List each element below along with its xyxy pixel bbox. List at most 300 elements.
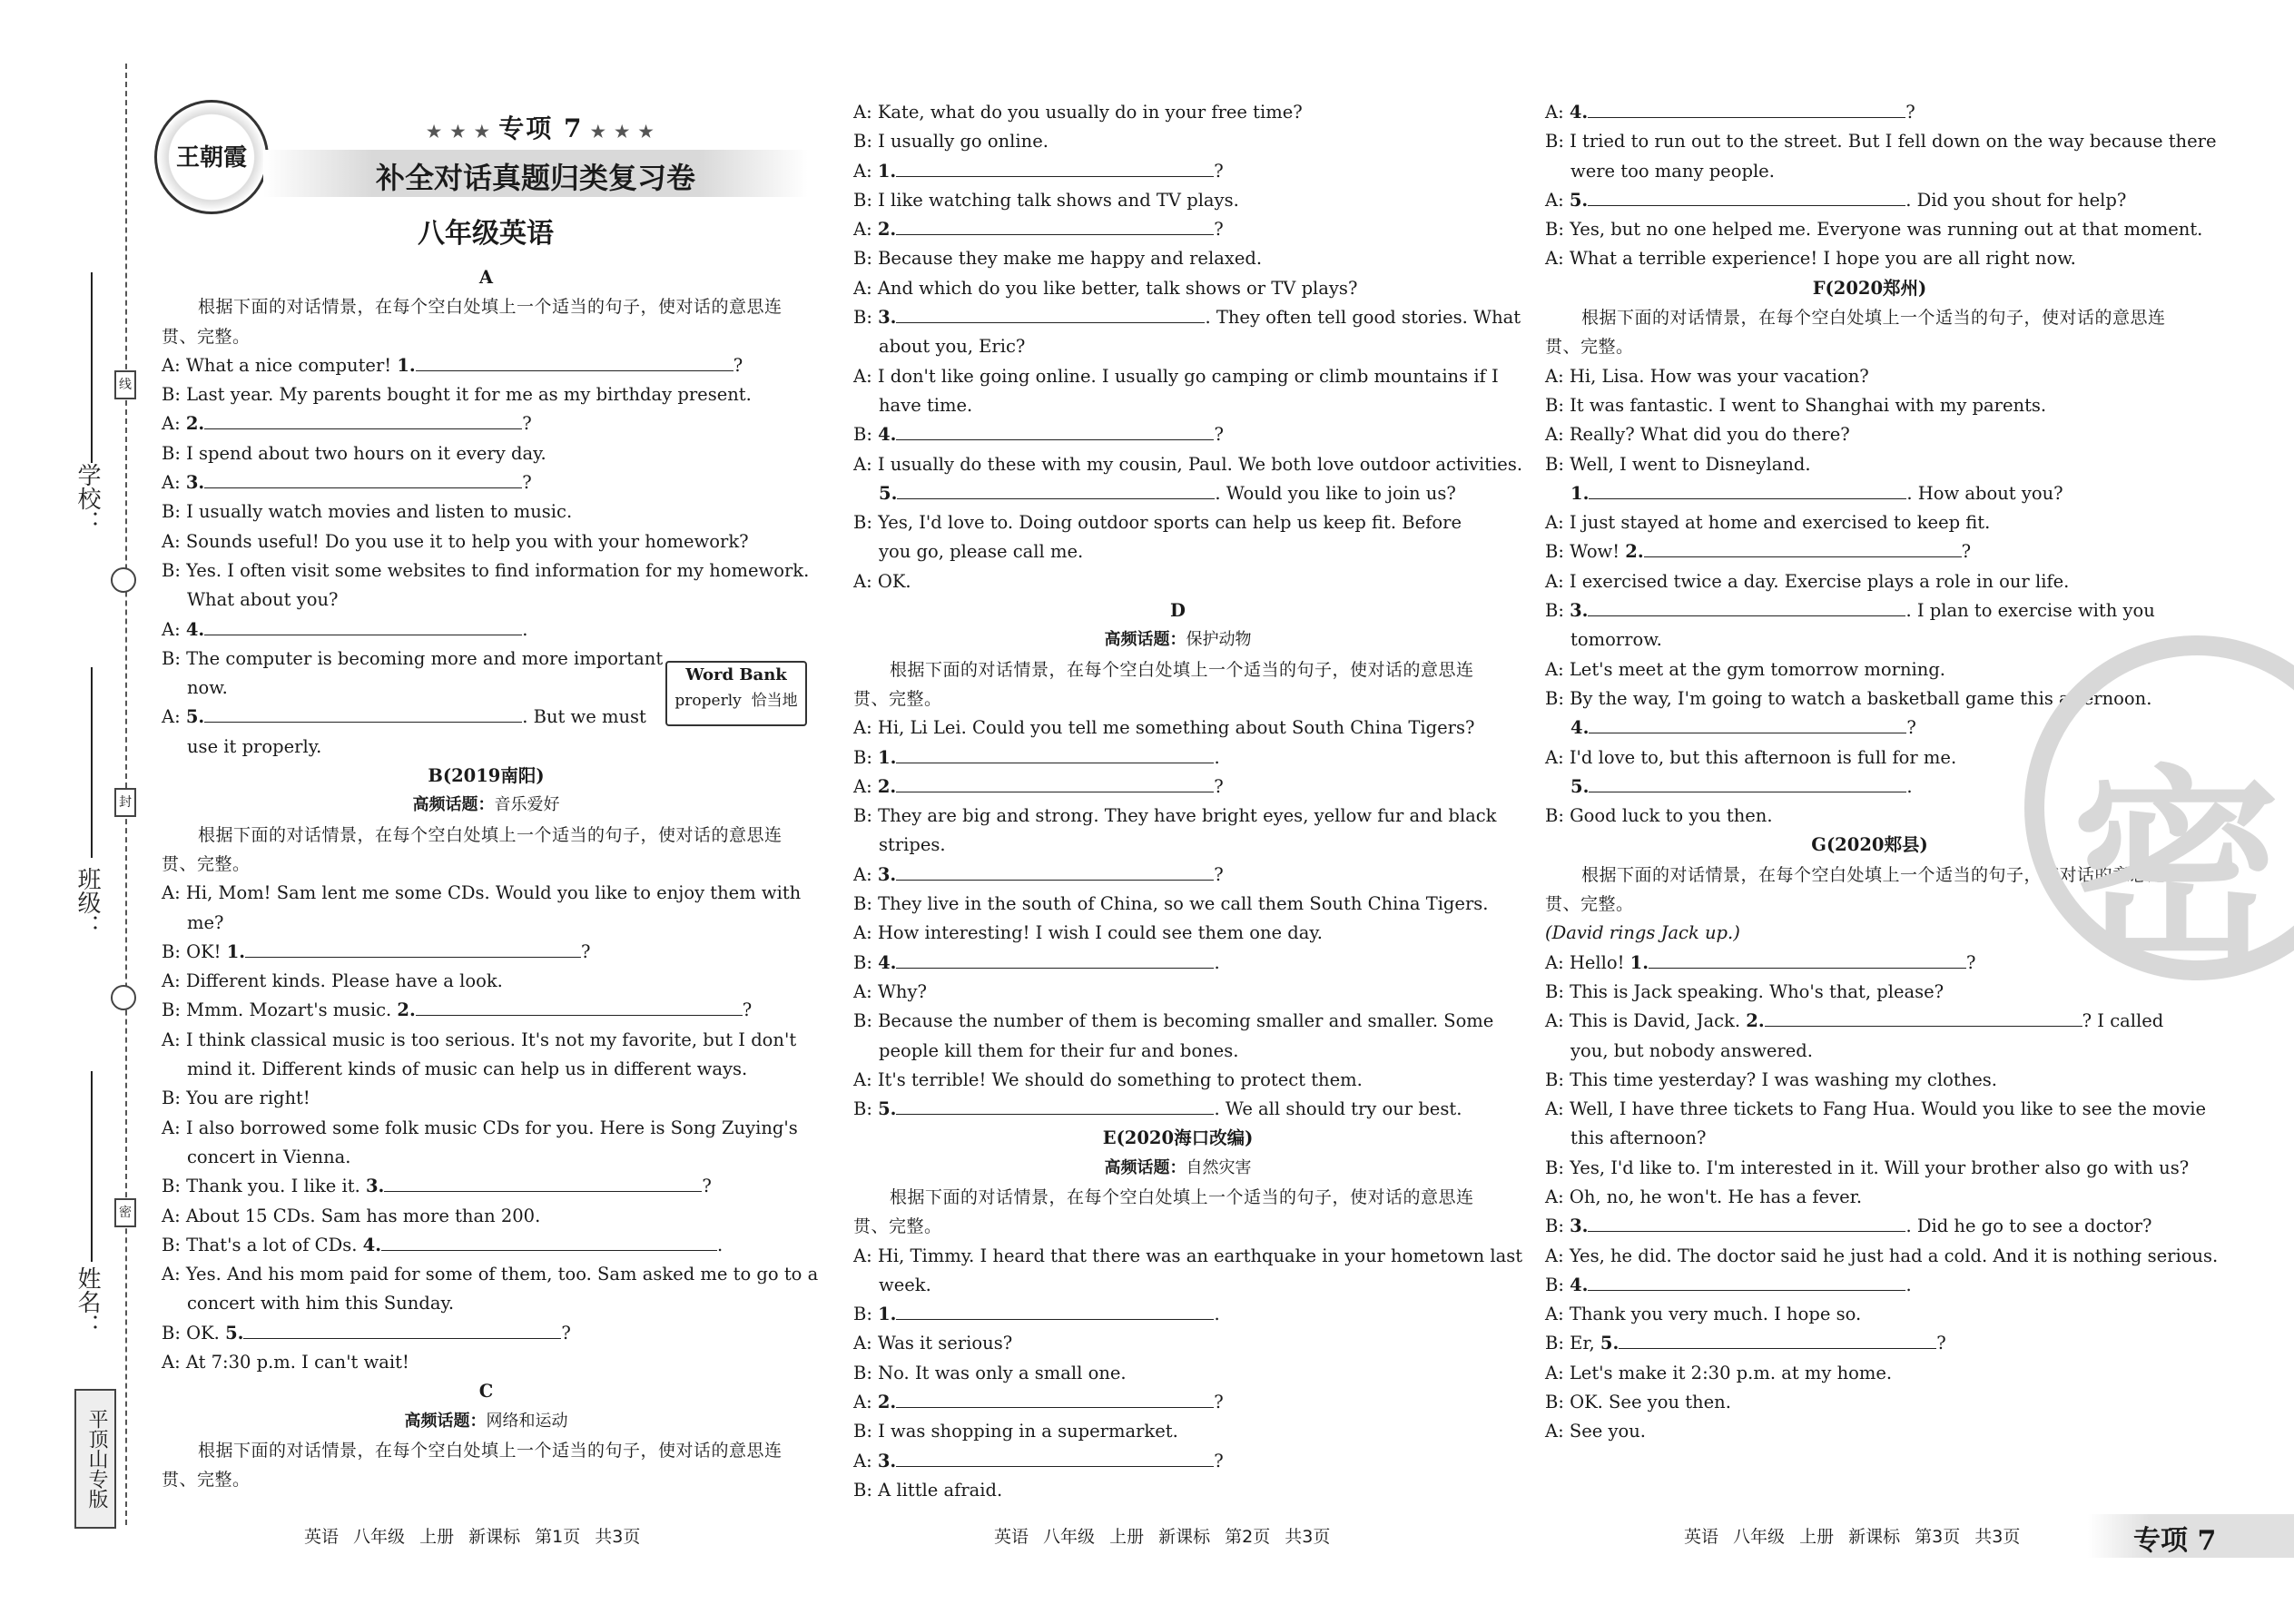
topic-label: 高频话题： bbox=[404, 1411, 487, 1431]
dialogue-text: week. bbox=[879, 1274, 931, 1295]
dialogue-line bbox=[162, 1084, 811, 1113]
dialogue-text: . Did he go to see a doctor? bbox=[1905, 1216, 2152, 1237]
dialogue-text: ? bbox=[742, 999, 753, 1021]
section-heading: G(2020郏县) bbox=[1811, 834, 1928, 856]
answer-blank bbox=[204, 704, 522, 723]
dialogue-line bbox=[162, 497, 811, 527]
dialogue-text: people kill them for their fur and bones. bbox=[879, 1039, 1239, 1061]
column-1 bbox=[162, 263, 819, 1494]
dialogue-line bbox=[1545, 1271, 2194, 1300]
answer-blank bbox=[384, 1173, 702, 1192]
dialogue-text: ? bbox=[522, 413, 532, 435]
blank-number: 3. bbox=[185, 472, 205, 494]
dialogue-text: . bbox=[522, 618, 528, 640]
grade-subject: 八年级英语 bbox=[418, 218, 554, 250]
blank-number: 5. bbox=[1569, 189, 1589, 211]
dialogue-line bbox=[162, 1172, 811, 1201]
dialogue-text: B: bbox=[853, 951, 879, 973]
dialogue-text: B: It was fantastic. I went to Shanghai with my parents. bbox=[1545, 394, 2047, 416]
dialogue-text: B: The computer is becoming more and more important bbox=[162, 647, 664, 669]
dialogue-text: B: bbox=[853, 746, 879, 768]
dialogue-text: you go, please call me. bbox=[879, 541, 1084, 563]
blank-number: 4. bbox=[1570, 1274, 1589, 1295]
dialogue-text: B: Yes, I'd like to. I'm interested in it. Will your brother also go with us? bbox=[1545, 1156, 2190, 1178]
school-label: 学校： bbox=[74, 463, 101, 534]
answer-blank bbox=[381, 1232, 717, 1251]
section-heading: E(2020海口改编) bbox=[1102, 1127, 1254, 1149]
dialogue-text: B: bbox=[1545, 1216, 1570, 1237]
dialogue-text: B: Because the number of them is becoming smaller and smaller. Some bbox=[853, 1010, 1494, 1032]
blank-number: 3. bbox=[877, 1450, 897, 1471]
dialogue-text: B: OK! bbox=[162, 940, 227, 962]
dialogue-text: ? bbox=[1966, 951, 1976, 973]
dialogue-text: A: I usually do these with my cousin, Paul. We both love outdoor activities. bbox=[853, 453, 1523, 475]
edition-label: 平顶山专版 bbox=[74, 1389, 116, 1529]
section-heading: C bbox=[478, 1381, 494, 1403]
instructions: 根据下面的对话情景，在每个空白处填上一个适当的句子，使对话的意思连贯、完整。 bbox=[162, 1440, 783, 1491]
blank-number: 4. bbox=[185, 618, 205, 640]
dialogue-line bbox=[853, 773, 1502, 802]
dialogue-text: about you, Eric? bbox=[879, 336, 1026, 358]
dialogue-text: B: I usually go online. bbox=[853, 131, 1049, 153]
instructions: 根据下面的对话情景，在每个空白处填上一个适当的句子，使对话的意思连贯、完整。 bbox=[853, 1186, 1474, 1237]
dialogue-text: . bbox=[717, 1234, 724, 1255]
dialogue-line bbox=[853, 978, 1502, 1007]
dialogue-text: A: Oh, no, he won't. He has a fever. bbox=[1545, 1186, 1863, 1207]
dialogue-line bbox=[853, 157, 1502, 186]
name-label: 姓名： bbox=[74, 1266, 101, 1337]
answer-blank bbox=[243, 1320, 561, 1339]
dialogue-text: A: bbox=[853, 160, 878, 182]
blank-number: 1. bbox=[878, 746, 897, 768]
dialogue-line bbox=[853, 949, 1502, 978]
dialogue-continuation bbox=[1545, 1124, 2194, 1153]
dialogue-text: A: About 15 CDs. Sam has more than 200. bbox=[162, 1205, 541, 1226]
dialogue-line bbox=[1545, 244, 2194, 273]
binding-margin bbox=[0, 0, 136, 1624]
topic-label: 高频话题： bbox=[412, 795, 495, 815]
dialogue-text: ? bbox=[1214, 863, 1224, 885]
dialogue-text: What about you? bbox=[187, 589, 339, 611]
dialogue-text: B: OK. bbox=[162, 1322, 226, 1343]
cut-mark-seal: 封 bbox=[114, 788, 136, 817]
dialogue-line bbox=[162, 527, 811, 556]
name-line bbox=[91, 1071, 93, 1262]
dialogue-text: B: OK. See you then. bbox=[1545, 1392, 1731, 1413]
dialogue-line bbox=[853, 567, 1502, 596]
footer-page-3: 英语 八年级 上册 新课标 第3页 共3页 bbox=[1684, 1527, 2021, 1547]
dialogue-line bbox=[853, 215, 1502, 244]
dialogue-text: A: bbox=[853, 1450, 878, 1471]
dialogue-line bbox=[162, 556, 811, 586]
blank-number: 1. bbox=[397, 354, 416, 376]
section-heading: A bbox=[478, 267, 494, 288]
dialogue-text: B: Er, bbox=[1545, 1333, 1600, 1354]
dialogue-line bbox=[1545, 1183, 2194, 1212]
corner-label: 专项 7 bbox=[2133, 1525, 2217, 1557]
dialogue-line bbox=[1545, 567, 2194, 596]
dialogue-text: B: A little afraid. bbox=[853, 1479, 1003, 1501]
dialogue-line bbox=[162, 1260, 819, 1289]
blank-number: 5. bbox=[879, 482, 898, 504]
logo-text: 王朝霞 bbox=[175, 144, 247, 172]
dialogue-text: A: OK. bbox=[853, 570, 911, 592]
dialogue-text: A: What a nice computer! bbox=[162, 354, 398, 376]
blank-number: 4. bbox=[362, 1234, 382, 1255]
blank-number: 4. bbox=[1570, 717, 1590, 739]
dialogue-line bbox=[1545, 362, 2194, 391]
series-text: 专项 7 bbox=[498, 113, 584, 143]
cut-circle bbox=[111, 567, 136, 593]
dialogue-text: ? bbox=[702, 1176, 712, 1197]
dialogue-text: B: I usually watch movies and listen to music. bbox=[162, 501, 573, 523]
dialogue-line bbox=[853, 1242, 1523, 1271]
dialogue-continuation bbox=[1545, 1037, 2194, 1066]
dialogue-text: A: I think classical music is too serious. It's not my favorite, but I don't bbox=[162, 1029, 797, 1050]
dialogue-text: A: bbox=[162, 706, 186, 728]
dialogue-text: A: Thank you very much. I hope so. bbox=[1545, 1304, 1862, 1325]
dialogue-text: B: bbox=[853, 1304, 879, 1325]
answer-blank bbox=[204, 469, 522, 488]
class-label: 班级： bbox=[74, 867, 101, 938]
blank-number: 2. bbox=[877, 775, 897, 797]
dialogue-continuation bbox=[853, 391, 1502, 420]
dialogue-text: A: Let's meet at the gym tomorrow morning. bbox=[1545, 658, 1945, 680]
answer-blank bbox=[1589, 714, 1906, 733]
dialogue-text: . I plan to exercise with you bbox=[1905, 600, 2155, 622]
dialogue-text: stripes. bbox=[879, 834, 946, 856]
blank-number: 4. bbox=[1569, 102, 1589, 123]
dialogue-text: B: Yes, but no one helped me. Everyone was running out at that moment. bbox=[1545, 219, 2203, 241]
dialogue-continuation bbox=[162, 909, 811, 938]
dialogue-line bbox=[853, 1007, 1502, 1036]
dialogue-text: A: I exercised twice a day. Exercise plays a role in our life. bbox=[1545, 570, 2070, 592]
topic-line bbox=[853, 625, 1502, 655]
dialogue-text: B: By the way, I'm going to watch a basketball game this afternoon. bbox=[1545, 687, 2152, 709]
dialogue-text: B: Last year. My parents bought it for me as my birthday present. bbox=[162, 384, 752, 406]
dialogue-text: A: bbox=[853, 219, 878, 241]
dialogue-text: ? bbox=[1214, 1392, 1224, 1413]
dialogue-line bbox=[162, 1114, 811, 1143]
dialogue-text: A: I don't like going online. I usually go camping or climb mountains if I bbox=[853, 365, 1499, 387]
footer-page-2: 英语 八年级 上册 新课标 第2页 共3页 bbox=[994, 1527, 1331, 1547]
dialogue-text: now. bbox=[187, 677, 228, 699]
answer-blank bbox=[204, 616, 522, 635]
answer-blank bbox=[1589, 773, 1906, 792]
dialogue-text: ? bbox=[522, 472, 532, 494]
blank-number: 3. bbox=[365, 1176, 385, 1197]
dialogue-text: B: Yes, I'd love to. Doing outdoor sports can help us keep fit. Before bbox=[853, 512, 1462, 534]
dialogue-line bbox=[1545, 537, 2194, 566]
section-heading: D bbox=[1170, 600, 1186, 622]
column-2 bbox=[853, 98, 1523, 1505]
answer-blank bbox=[897, 480, 1215, 499]
dialogue-text: . bbox=[1214, 1304, 1220, 1325]
dialogue-continuation bbox=[162, 733, 811, 762]
dialogue-text: A: It's terrible! We should do something to protect them. bbox=[853, 1068, 1363, 1090]
topic-line bbox=[853, 1154, 1502, 1183]
answer-blank bbox=[1588, 1272, 1905, 1291]
dialogue-text: this afternoon? bbox=[1570, 1127, 1707, 1149]
topic-value: 网络和运动 bbox=[486, 1411, 568, 1431]
dialogue-line bbox=[853, 274, 1502, 303]
dialogue-text: (David rings Jack up.) bbox=[1545, 922, 1740, 944]
dialogue-text: A: Really? What did you do there? bbox=[1545, 424, 1850, 446]
dialogue-text: A: Well, I have three tickets to Fang Hua. Would you like to see the movie bbox=[1545, 1098, 2207, 1120]
dialogue-line bbox=[1545, 127, 2217, 156]
dialogue-text: B: Because they make me happy and relaxed. bbox=[853, 248, 1263, 270]
blank-number: 2. bbox=[877, 219, 897, 241]
blank-number: 2. bbox=[185, 413, 205, 435]
cut-circle bbox=[111, 985, 136, 1010]
dialogue-text: ? bbox=[1214, 424, 1224, 446]
topic-value: 音乐爱好 bbox=[494, 795, 560, 815]
dialogue-continuation bbox=[1545, 157, 2194, 186]
answer-blank bbox=[1588, 99, 1905, 118]
topic-line bbox=[162, 791, 811, 820]
page-title: 补全对话真题归类复习卷 bbox=[375, 161, 695, 195]
blank-number: 5. bbox=[185, 706, 205, 728]
dialogue-text: B: bbox=[1545, 600, 1570, 622]
dialogue-continuation bbox=[162, 1055, 811, 1084]
answer-blank bbox=[245, 939, 581, 958]
dialogue-continuation bbox=[162, 1143, 811, 1172]
answer-blank bbox=[896, 950, 1214, 969]
dialogue-line bbox=[1545, 1242, 2219, 1271]
blank-number: 1. bbox=[1570, 482, 1590, 504]
blank-number: 4. bbox=[878, 951, 897, 973]
dialogue-text: B: You are right! bbox=[162, 1088, 310, 1109]
answer-blank bbox=[896, 158, 1214, 177]
dialogue-text: ? bbox=[1214, 775, 1224, 797]
dialogue-line bbox=[853, 861, 1502, 890]
dialogue-line bbox=[162, 996, 811, 1025]
dialogue-text: A: Why? bbox=[853, 980, 927, 1002]
cut-mark-line: 线 bbox=[114, 370, 136, 399]
dialogue-text: B: I like watching talk shows and TV plays. bbox=[853, 189, 1239, 211]
answer-blank bbox=[1644, 538, 1962, 557]
cut-mark-secret: 密 bbox=[114, 1198, 136, 1227]
section-heading: F(2020郑州) bbox=[1812, 277, 1927, 299]
dialogue-line bbox=[853, 743, 1502, 773]
dialogue-text: A: bbox=[162, 413, 186, 435]
answer-blank bbox=[896, 1301, 1214, 1320]
dialogue-line bbox=[1545, 1359, 2194, 1388]
dialogue-line bbox=[853, 186, 1502, 215]
dialogue-line bbox=[853, 1388, 1502, 1417]
dialogue-line bbox=[1545, 450, 2194, 479]
dialogue-line bbox=[1545, 1388, 2194, 1417]
dialogue-text: B: They are big and strong. They have bright eyes, yellow fur and black bbox=[853, 805, 1497, 827]
dialogue-text: A: Sounds useful! Do you use it to help you with your homework? bbox=[162, 530, 749, 552]
dialogue-continuation bbox=[853, 831, 1502, 860]
dialogue-text: ? bbox=[1961, 541, 1972, 563]
dialogue-text: B: No. It was only a small one. bbox=[853, 1362, 1127, 1383]
dialogue-text: A: Hi, Li Lei. Could you tell me something about South China Tigers? bbox=[853, 717, 1475, 739]
dialogue-text: ? bbox=[561, 1322, 571, 1343]
answer-blank bbox=[416, 997, 743, 1016]
dialogue-line bbox=[162, 439, 811, 468]
dialogue-line bbox=[853, 714, 1502, 743]
dialogue-line bbox=[162, 1026, 811, 1055]
answer-blank bbox=[896, 421, 1214, 440]
dialogue-text: A: Hi, Timmy. I heard that there was an earthquake in your hometown last bbox=[853, 1245, 1523, 1266]
dialogue-line bbox=[1545, 1066, 2194, 1095]
dialogue-text: B: bbox=[853, 1098, 879, 1120]
dialogue-line bbox=[162, 351, 811, 380]
dialogue-line bbox=[162, 938, 811, 967]
dialogue-line bbox=[1545, 1417, 2194, 1446]
blank-number: 5. bbox=[878, 1098, 897, 1120]
dialogue-line bbox=[853, 919, 1502, 948]
section-corner-tab bbox=[2088, 1514, 2294, 1558]
blank-number: 4. bbox=[878, 424, 897, 446]
answer-blank bbox=[1588, 1213, 1905, 1232]
instructions: 根据下面的对话情景，在每个空白处填上一个适当的句子，使对话的意思连贯、完整。 bbox=[1545, 864, 2166, 915]
dialogue-line bbox=[853, 890, 1502, 919]
dialogue-line bbox=[162, 615, 811, 645]
section-heading: B(2019南阳) bbox=[428, 765, 545, 787]
dialogue-line bbox=[1545, 1329, 2194, 1358]
dialogue-line bbox=[853, 1476, 1502, 1505]
dialogue-text: ? bbox=[1214, 160, 1224, 182]
dialogue-line bbox=[853, 1329, 1502, 1358]
dialogue-text: . bbox=[1214, 746, 1220, 768]
dialogue-line bbox=[853, 802, 1502, 831]
dialogue-text: A: And which do you like better, talk shows or TV plays? bbox=[853, 277, 1358, 299]
dialogue-text: A: bbox=[853, 1392, 878, 1413]
blank-number: 2. bbox=[1625, 541, 1644, 563]
dialogue-text: . bbox=[1214, 951, 1220, 973]
answer-blank bbox=[896, 744, 1214, 763]
dialogue-text: A: Hi, Lisa. How was your vacation? bbox=[1545, 365, 1869, 387]
dialogue-text: A: Was it serious? bbox=[853, 1333, 1013, 1354]
blank-number: 3. bbox=[1570, 600, 1589, 622]
answer-blank bbox=[896, 1389, 1214, 1408]
dialogue-text: A: Different kinds. Please have a look. bbox=[162, 970, 503, 992]
dialogue-text: A: bbox=[1545, 102, 1570, 123]
dialogue-text: A: bbox=[853, 863, 878, 885]
answer-blank bbox=[1649, 950, 1966, 969]
topic-label: 高频话题： bbox=[1104, 1157, 1186, 1177]
dialogue-line bbox=[853, 303, 1521, 332]
answer-blank bbox=[1589, 480, 1906, 499]
dialogue-line bbox=[162, 967, 811, 996]
dialogue-text: ? bbox=[581, 940, 591, 962]
title-banner bbox=[263, 150, 808, 197]
dialogue-text: A: See you. bbox=[1545, 1421, 1647, 1442]
dialogue-continuation bbox=[853, 1271, 1502, 1300]
dialogue-line bbox=[853, 420, 1502, 449]
blank-number: 1. bbox=[878, 1304, 897, 1325]
dialogue-text: B: Wow! bbox=[1545, 541, 1626, 563]
publisher-logo bbox=[154, 100, 269, 214]
dialogue-text: B: Good luck to you then. bbox=[1545, 805, 1773, 827]
stars-icon: ★ ★ ★ bbox=[427, 123, 499, 142]
dialogue-text: A: How interesting! I wish I could see them one day. bbox=[853, 922, 1323, 944]
dialogue-line bbox=[162, 1348, 811, 1377]
word-bank-meaning: 恰当地 bbox=[751, 692, 798, 710]
instructions: 根据下面的对话情景，在每个空白处填上一个适当的句子，使对话的意思连贯、完整。 bbox=[853, 659, 1474, 709]
dialogue-text: A: Yes. And his mom paid for some of them, too. Sam asked me to go to a bbox=[162, 1264, 819, 1285]
blank-number: 3. bbox=[877, 863, 897, 885]
answer-blank bbox=[204, 410, 522, 429]
dialogue-text: ? bbox=[1905, 102, 1915, 123]
dialogue-text: B: They live in the south of China, so we call them South China Tigers. bbox=[853, 893, 1489, 915]
series-label bbox=[427, 109, 655, 145]
dialogue-line bbox=[1545, 98, 2194, 127]
dialogue-text: B: This time yesterday? I was washing my clothes. bbox=[1545, 1068, 1997, 1090]
dialogue-text: A: Hi, Mom! Sam lent me some CDs. Would you like to enjoy them with bbox=[162, 882, 802, 904]
class-line bbox=[91, 667, 93, 858]
dialogue-text: use it properly. bbox=[187, 735, 322, 757]
dialogue-text: . How about you? bbox=[1906, 482, 2063, 504]
dialogue-continuation bbox=[1545, 625, 2194, 655]
dialogue-line bbox=[1545, 420, 2194, 449]
answer-blank bbox=[896, 861, 1214, 881]
dialogue-line bbox=[853, 244, 1502, 273]
answer-blank bbox=[1588, 187, 1905, 206]
dialogue-line bbox=[853, 1447, 1502, 1476]
dialogue-text: . They often tell good stories. What bbox=[1205, 307, 1521, 329]
blank-number: 3. bbox=[878, 307, 897, 329]
dialogue-text: ? bbox=[1214, 1450, 1224, 1471]
dialogue-text: ? bbox=[733, 354, 743, 376]
dialogue-text: A: bbox=[162, 618, 186, 640]
topic-value: 自然灾害 bbox=[1186, 1157, 1252, 1177]
dialogue-text: B: That's a lot of CDs. bbox=[162, 1234, 363, 1255]
word-bank-entry bbox=[667, 688, 805, 714]
footer-page-1: 英语 八年级 上册 新课标 第1页 共3页 bbox=[304, 1527, 641, 1547]
dialogue-text: . bbox=[1906, 775, 1913, 797]
dialogue-line bbox=[1545, 1300, 2194, 1329]
dialogue-line bbox=[1545, 1154, 2194, 1183]
dialogue-text: concert in Vienna. bbox=[187, 1146, 351, 1167]
dialogue-text: A: bbox=[162, 472, 186, 494]
dialogue-text: you, but nobody answered. bbox=[1570, 1039, 1813, 1061]
dialogue-text: B: bbox=[853, 424, 879, 446]
dialogue-text: A: I'd love to, but this afternoon is full for me. bbox=[1545, 746, 1957, 768]
dialogue-continuation bbox=[1545, 479, 2194, 508]
dialogue-line bbox=[853, 450, 1523, 479]
dialogue-text: ? bbox=[1906, 717, 1916, 739]
dialogue-text: B: I spend about two hours on it every day. bbox=[162, 442, 546, 464]
dialogue-text: ? I called bbox=[2082, 1010, 2164, 1032]
answer-blank bbox=[1619, 1330, 1936, 1349]
topic-line bbox=[162, 1407, 811, 1436]
dialogue-line bbox=[853, 1417, 1502, 1446]
dialogue-line bbox=[853, 98, 1502, 127]
dialogue-line bbox=[1545, 508, 2194, 537]
blank-number: 1. bbox=[1629, 951, 1649, 973]
dialogue-text: . Would you like to join us? bbox=[1215, 482, 1456, 504]
dialogue-text: B: Yes. I often visit some websites to find information for my homework. bbox=[162, 559, 810, 581]
blank-number: 1. bbox=[877, 160, 897, 182]
blank-number: 5. bbox=[225, 1322, 244, 1343]
blank-number: 2. bbox=[877, 1392, 897, 1413]
blank-number: 2. bbox=[1746, 1010, 1765, 1032]
dialogue-text: tomorrow. bbox=[1570, 629, 1662, 651]
dialogue-text: B: Thank you. I like it. bbox=[162, 1176, 366, 1197]
dialogue-text: have time. bbox=[879, 394, 973, 416]
dialogue-text: A: What a terrible experience! I hope you are all right now. bbox=[1545, 248, 2076, 270]
word-bank-title: Word Bank bbox=[685, 665, 787, 684]
dialogue-continuation bbox=[162, 586, 811, 615]
answer-blank bbox=[896, 1448, 1214, 1467]
answer-blank bbox=[896, 1096, 1214, 1115]
dialogue-text: . We all should try our best. bbox=[1214, 1098, 1462, 1120]
dialogue-line bbox=[853, 362, 1502, 391]
